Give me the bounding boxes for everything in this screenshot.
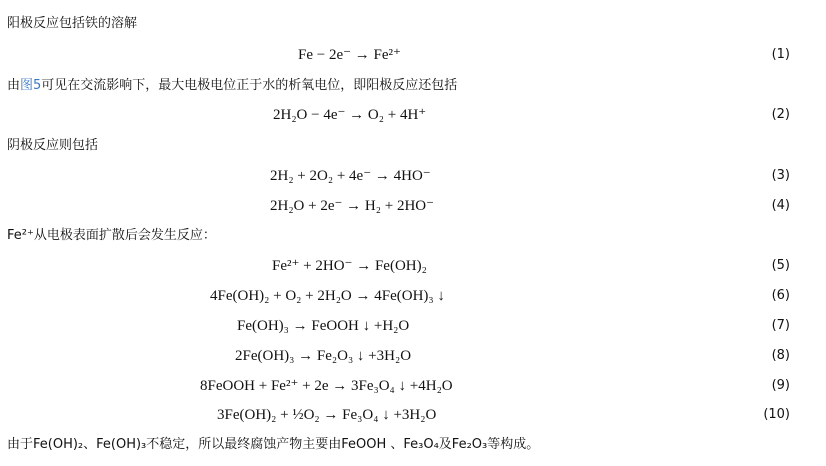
equation-number-4: (4) — [771, 198, 790, 213]
equation-10: 3Fe(OH)₂ + ½O₂ → Fe₃O₄ ↓ +3H₂O — [217, 407, 437, 423]
equation-2: 2H₂O − 4e⁻ → O₂ + 4H⁺ — [273, 107, 427, 123]
equation-number-3: (3) — [771, 168, 790, 183]
paragraph-conclusion: 由于Fe(OH)₂、Fe(OH)₃不稳定，所以最终腐蚀产物主要由FeOOH 、Fe₃O₄及Fe₂O₃等构成。 — [7, 437, 540, 452]
equation-5: Fe²⁺ + 2HO⁻ → Fe(OH)₂ — [272, 258, 427, 274]
equation-4: 2H₂O + 2e⁻ → H₂ + 2HO⁻ — [270, 198, 435, 214]
equation-number-2: (2) — [771, 107, 790, 122]
text: 可见在交流影响下，最大电极电位正于水的析氧电位，即阳极反应还包括 — [41, 78, 458, 93]
equation-number-6: (6) — [771, 288, 790, 303]
text: 由 — [7, 78, 21, 93]
equation-1: Fe − 2e⁻ → Fe²⁺ — [298, 47, 401, 63]
equation-number-9: (9) — [771, 378, 790, 393]
paragraph-anode-reaction: 阳极反应包括铁的溶解 — [7, 16, 138, 31]
equation-6: 4Fe(OH)₂ + O₂ + 2H₂O → 4Fe(OH)₃ ↓ — [210, 288, 445, 304]
equation-number-10: (10) — [763, 407, 790, 422]
equation-9: 8FeOOH + Fe²⁺ + 2e → 3Fe₃O₄ ↓ +4H₂O — [200, 378, 453, 394]
equation-3: 2H₂ + 2O₂ + 4e⁻ → 4HO⁻ — [270, 168, 431, 184]
equation-number-1: (1) — [771, 47, 790, 62]
equation-number-8: (8) — [771, 348, 790, 363]
equation-number-7: (7) — [771, 318, 790, 333]
equation-number-5: (5) — [771, 258, 790, 273]
equation-7: Fe(OH)₃ → FeOOH ↓ +H₂O — [237, 318, 410, 334]
equation-8: 2Fe(OH)₃ → Fe₂O₃ ↓ +3H₂O — [235, 348, 412, 364]
paragraph-cathode-reaction: 阴极反应则包括 — [7, 138, 99, 153]
paragraph-figure5 — [7, 77, 457, 95]
paragraph-fe-diffusion: Fe²⁺从电极表面扩散后会发生反应： — [7, 228, 216, 243]
figure5-link[interactable]: 图5 — [20, 78, 42, 93]
